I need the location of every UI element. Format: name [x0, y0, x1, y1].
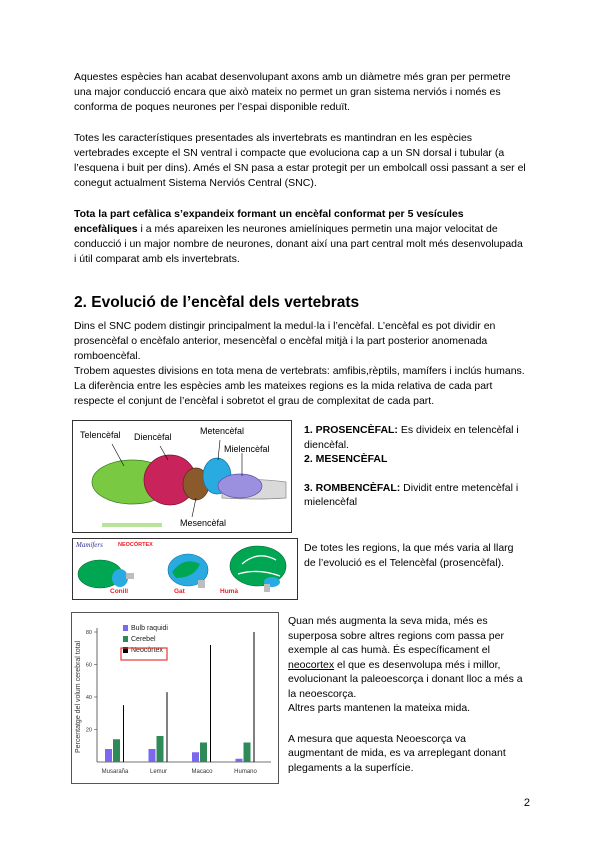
legend-label: Cerebel	[131, 636, 156, 643]
side-item-rombencefal: 3. ROMBENCÈFAL: Dividit entre metencèfal i mielencèfal	[304, 481, 519, 508]
bar-0-3	[236, 759, 243, 762]
bar-2-1	[167, 692, 168, 762]
label-conill: Conill	[110, 588, 129, 595]
legend-swatch	[123, 636, 128, 642]
side-text-neocortex	[288, 614, 524, 775]
neocortex-tag: NEOCÒRTEX	[118, 542, 153, 548]
label-telencefal: Telencèfal	[80, 430, 121, 440]
mammal-brains-figure	[72, 538, 298, 600]
bar-2-0	[123, 705, 124, 762]
paragraph-axons: Aquestes espècies han acabat desenvolupant axons amb un diàmetre més gran per permetre una major conducció encara que això mateix no permet un gran sistema nerviós i només es conforma de poques neurones per l’espai disponible reduït.	[74, 71, 511, 113]
y-tick-label: 80	[85, 630, 92, 636]
paragraph-vertebrate-sn: Totes les característiques presentades als invertebrats es mantindran en les espècies vertebrades excepte el SN ventral i compacte que evoluciona cap a un SN dorsal i tubular (a l’esquena i buit per dins). Amés el SN pasa a estar protegit per un embolcall ossi passant a ser el conegut actualment Sistema Nerviós Central (SNC).	[74, 132, 526, 189]
bar-0-1	[149, 749, 156, 762]
paragraph-snc: Dins el SNC podem distingir principalment la medul·la i l’encèfal. L’encèfal es pot dividir en prosencèfal o encèfalo anterior, mesencèfal o encèfal mitjà i la part posterior anomenada romboencèfal.	[74, 320, 496, 362]
category-label: Lemur	[149, 769, 168, 775]
side3-part1: Quan més augmenta la seva mida, més es superposa sobre altres regions com passa per exemple al cas humà. És específicament el	[288, 615, 504, 656]
label-mesencefal: Mesencèfal	[180, 518, 227, 528]
neocortex-underline: neocortex	[288, 658, 335, 671]
paragraph-encefal-rest: i a més apareixen les neurones amielíniques permetin una major velocitat de conducció i un major nombre de neurones, donant així una part central molt més desenvolupada i útil comparat amb els invertebrats.	[74, 223, 523, 265]
side-item-mesencefal: 2. MESENCÈFAL	[304, 453, 388, 465]
page-number: 2	[523, 797, 530, 809]
bar-1-3	[244, 743, 251, 763]
bar-1-2	[200, 743, 207, 763]
category-label: Macaco	[191, 769, 213, 775]
legend-label: Bulb raquidi	[131, 625, 168, 632]
label-mielencefal: Mielencèfal	[224, 444, 270, 454]
bar-0-0	[105, 749, 112, 762]
legend-swatch	[123, 625, 128, 631]
label-gat: Gat	[174, 588, 185, 595]
bar-0-2	[192, 752, 199, 762]
side4: A mesura que aquesta Neoescorça va augmentant de mida, es va arreplegant donant plegaments a la superfície.	[288, 732, 506, 774]
brain-regions-figure	[72, 420, 292, 533]
y-tick-label: 60	[85, 662, 92, 669]
side3-part3: Altres parts mantenen la mateixa mida.	[288, 702, 471, 714]
side3-part2: el que es desenvolupa més i millor, evolucionant la paleoescorça i donant lloc a més a la neoescorça.	[288, 658, 523, 700]
chart-figure	[71, 612, 279, 784]
bar-2-3	[254, 632, 255, 762]
label-diencefal: Diencèfal	[134, 432, 172, 442]
mammal-brains-illustration	[72, 538, 298, 600]
y-tick-label: 20	[85, 727, 92, 734]
mammals-title: Mamífers	[76, 541, 103, 549]
side-item-prosencefal: 1. PROSENCÈFAL: Es divideix en telencèfal i diencèfal.	[304, 424, 519, 451]
y-axis-label: Percentatge del volum cerebral total	[75, 640, 82, 754]
paragraph-encefal-bold: Tota la part cefàlica s’expandeix formant un encèfal conformat per 5 vesícules encefàliques	[74, 208, 464, 235]
section-heading: 2. Evolució de l’encèfal dels vertebrats	[74, 294, 360, 311]
bar-1-1	[157, 736, 164, 762]
category-label: Humano	[234, 769, 257, 775]
bar-1-0	[113, 739, 120, 762]
paragraph-encefal	[74, 207, 526, 267]
category-label: Musaraña	[101, 769, 129, 775]
paragraph-divisions: Trobem aquestes divisions en tota mena de vertebrats: amfibis,rèptils, mamífers i inclús humans. La diferència entre les espècies amb les mateixes regions es la mida relativa de cada part respecte el conjunt de l’encèfal i sobretot el grau de complexitat de cada part.	[74, 365, 525, 407]
label-metencefal: Metencèfal	[200, 426, 245, 436]
bar-2-2	[210, 645, 211, 762]
side-text-divisions	[304, 423, 529, 510]
volume-chart	[71, 612, 279, 784]
side-text-telencefal: De totes les regions, la que més varia al llarg de l’evolució es el Telencèfal (prosencèfal).	[304, 542, 514, 569]
y-tick-label: 40	[85, 695, 92, 701]
legend-label: Neocòrtex	[131, 647, 163, 654]
label-huma: Humà	[220, 588, 239, 595]
